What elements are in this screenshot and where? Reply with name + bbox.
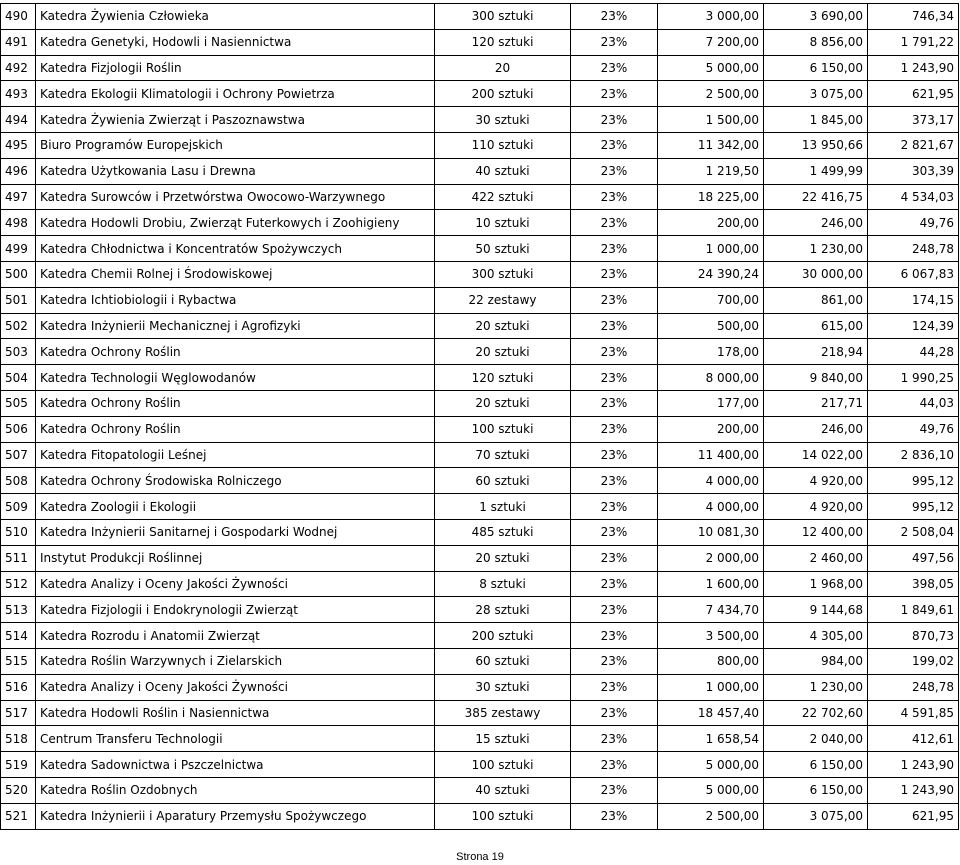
vat-rate-cell: 23%: [571, 81, 658, 107]
vat-rate-cell: 23%: [571, 339, 658, 365]
row-number-cell: 497: [1, 184, 36, 210]
row-number-cell: 499: [1, 236, 36, 262]
table-row: [1, 287, 959, 313]
row-number-cell: 517: [1, 700, 36, 726]
document-page: [0, 3, 958, 830]
row-number-cell: 511: [1, 545, 36, 571]
department-name-cell: Katedra Zoologii i Ekologii: [36, 494, 435, 520]
net-amount-cell: 5 000,00: [658, 55, 764, 81]
vat-rate-cell: 23%: [571, 597, 658, 623]
quantity-cell: 15 sztuki: [435, 726, 571, 752]
vat-rate-cell: 23%: [571, 4, 658, 30]
vat-amount-cell: 49,76: [868, 416, 959, 442]
net-amount-cell: 2 500,00: [658, 81, 764, 107]
vat-rate-cell: 23%: [571, 236, 658, 262]
table-row: [1, 777, 959, 803]
gross-amount-cell: 2 040,00: [764, 726, 868, 752]
net-amount-cell: 8 000,00: [658, 365, 764, 391]
vat-amount-cell: 199,02: [868, 648, 959, 674]
gross-amount-cell: 1 499,99: [764, 158, 868, 184]
net-amount-cell: 18 457,40: [658, 700, 764, 726]
vat-rate-cell: 23%: [571, 184, 658, 210]
table-row: [1, 365, 959, 391]
table-row: [1, 700, 959, 726]
vat-amount-cell: 995,12: [868, 494, 959, 520]
table-row: [1, 648, 959, 674]
table-row: [1, 261, 959, 287]
department-name-cell: Katedra Użytkowania Lasu i Drewna: [36, 158, 435, 184]
row-number-cell: 501: [1, 287, 36, 313]
row-number-cell: 515: [1, 648, 36, 674]
gross-amount-cell: 246,00: [764, 416, 868, 442]
row-number-cell: 508: [1, 468, 36, 494]
gross-amount-cell: 1 230,00: [764, 236, 868, 262]
table-row: [1, 416, 959, 442]
net-amount-cell: 1 500,00: [658, 107, 764, 133]
vat-amount-cell: 746,34: [868, 4, 959, 30]
department-name-cell: Katedra Fizjologii Roślin: [36, 55, 435, 81]
gross-amount-cell: 217,71: [764, 390, 868, 416]
department-name-cell: Katedra Inżynierii Mechanicznej i Agrofizyki: [36, 313, 435, 339]
gross-amount-cell: 30 000,00: [764, 261, 868, 287]
department-name-cell: Katedra Inżynierii i Aparatury Przemysłu Spożywczego: [36, 803, 435, 829]
vat-rate-cell: 23%: [571, 55, 658, 81]
quantity-cell: 200 sztuki: [435, 623, 571, 649]
gross-amount-cell: 6 150,00: [764, 777, 868, 803]
table-body: [1, 4, 959, 830]
table-row: [1, 107, 959, 133]
vat-rate-cell: 23%: [571, 158, 658, 184]
department-name-cell: Katedra Fizjologii i Endokrynologii Zwierząt: [36, 597, 435, 623]
department-name-cell: Katedra Ekologii Klimatologii i Ochrony Powietrza: [36, 81, 435, 107]
vat-rate-cell: 23%: [571, 545, 658, 571]
quantity-cell: 28 sztuki: [435, 597, 571, 623]
department-name-cell: Katedra Żywienia Zwierząt i Paszoznawstwa: [36, 107, 435, 133]
quantity-cell: 110 sztuki: [435, 132, 571, 158]
quantity-cell: 60 sztuki: [435, 648, 571, 674]
net-amount-cell: 800,00: [658, 648, 764, 674]
department-name-cell: Katedra Ochrony Roślin: [36, 339, 435, 365]
vat-rate-cell: 23%: [571, 287, 658, 313]
row-number-cell: 512: [1, 571, 36, 597]
table-row: [1, 313, 959, 339]
table-row: [1, 442, 959, 468]
department-name-cell: Katedra Hodowli Drobiu, Zwierząt Futerkowych i Zoohigieny: [36, 210, 435, 236]
vat-rate-cell: 23%: [571, 261, 658, 287]
vat-rate-cell: 23%: [571, 494, 658, 520]
quantity-cell: 300 sztuki: [435, 261, 571, 287]
quantity-cell: 20 sztuki: [435, 390, 571, 416]
net-amount-cell: 178,00: [658, 339, 764, 365]
net-amount-cell: 3 500,00: [658, 623, 764, 649]
net-amount-cell: 7 200,00: [658, 29, 764, 55]
page-number: Strona 19: [456, 851, 504, 863]
vat-rate-cell: 23%: [571, 648, 658, 674]
department-name-cell: Katedra Rozrodu i Anatomii Zwierząt: [36, 623, 435, 649]
quantity-cell: 385 zestawy: [435, 700, 571, 726]
vat-rate-cell: 23%: [571, 390, 658, 416]
net-amount-cell: 700,00: [658, 287, 764, 313]
row-number-cell: 491: [1, 29, 36, 55]
row-number-cell: 516: [1, 674, 36, 700]
vat-rate-cell: 23%: [571, 29, 658, 55]
row-number-cell: 492: [1, 55, 36, 81]
department-name-cell: Centrum Transferu Technologii: [36, 726, 435, 752]
table-row: [1, 158, 959, 184]
department-name-cell: Katedra Chemii Rolnej i Środowiskowej: [36, 261, 435, 287]
quantity-cell: 60 sztuki: [435, 468, 571, 494]
vat-rate-cell: 23%: [571, 442, 658, 468]
table-row: [1, 4, 959, 30]
quantity-cell: 1 sztuki: [435, 494, 571, 520]
row-number-cell: 504: [1, 365, 36, 391]
quantity-cell: 100 sztuki: [435, 416, 571, 442]
gross-amount-cell: 1 845,00: [764, 107, 868, 133]
net-amount-cell: 500,00: [658, 313, 764, 339]
net-amount-cell: 1 000,00: [658, 674, 764, 700]
quantity-cell: 70 sztuki: [435, 442, 571, 468]
quantity-cell: 100 sztuki: [435, 803, 571, 829]
vat-amount-cell: 412,61: [868, 726, 959, 752]
net-amount-cell: 200,00: [658, 416, 764, 442]
table-row: [1, 674, 959, 700]
table-row: [1, 726, 959, 752]
gross-amount-cell: 1 968,00: [764, 571, 868, 597]
row-number-cell: 518: [1, 726, 36, 752]
quantity-cell: 120 sztuki: [435, 29, 571, 55]
department-name-cell: Katedra Roślin Ozdobnych: [36, 777, 435, 803]
page-footer: [0, 851, 960, 863]
vat-amount-cell: 621,95: [868, 803, 959, 829]
vat-amount-cell: 174,15: [868, 287, 959, 313]
row-number-cell: 519: [1, 752, 36, 778]
table-row: [1, 571, 959, 597]
gross-amount-cell: 984,00: [764, 648, 868, 674]
net-amount-cell: 177,00: [658, 390, 764, 416]
vat-amount-cell: 870,73: [868, 623, 959, 649]
department-name-cell: Katedra Ochrony Roślin: [36, 416, 435, 442]
net-amount-cell: 4 000,00: [658, 468, 764, 494]
quantity-cell: 300 sztuki: [435, 4, 571, 30]
table-row: [1, 390, 959, 416]
table-row: [1, 184, 959, 210]
quantity-cell: 200 sztuki: [435, 81, 571, 107]
department-name-cell: Katedra Ochrony Środowiska Rolniczego: [36, 468, 435, 494]
net-amount-cell: 7 434,70: [658, 597, 764, 623]
vat-amount-cell: 49,76: [868, 210, 959, 236]
quantity-cell: 422 sztuki: [435, 184, 571, 210]
vat-rate-cell: 23%: [571, 623, 658, 649]
net-amount-cell: 1 658,54: [658, 726, 764, 752]
department-name-cell: Katedra Genetyki, Hodowli i Nasiennictwa: [36, 29, 435, 55]
department-name-cell: Katedra Hodowli Roślin i Nasiennictwa: [36, 700, 435, 726]
quantity-cell: 50 sztuki: [435, 236, 571, 262]
department-name-cell: Katedra Fitopatologii Leśnej: [36, 442, 435, 468]
net-amount-cell: 5 000,00: [658, 752, 764, 778]
vat-amount-cell: 1 990,25: [868, 365, 959, 391]
row-number-cell: 502: [1, 313, 36, 339]
row-number-cell: 520: [1, 777, 36, 803]
department-name-cell: Biuro Programów Europejskich: [36, 132, 435, 158]
vat-amount-cell: 124,39: [868, 313, 959, 339]
gross-amount-cell: 1 230,00: [764, 674, 868, 700]
row-number-cell: 506: [1, 416, 36, 442]
vat-amount-cell: 497,56: [868, 545, 959, 571]
vat-rate-cell: 23%: [571, 416, 658, 442]
department-name-cell: Katedra Sadownictwa i Pszczelnictwa: [36, 752, 435, 778]
row-number-cell: 496: [1, 158, 36, 184]
gross-amount-cell: 2 460,00: [764, 545, 868, 571]
quantity-cell: 485 sztuki: [435, 519, 571, 545]
vat-rate-cell: 23%: [571, 571, 658, 597]
vat-amount-cell: 303,39: [868, 158, 959, 184]
table-row: [1, 752, 959, 778]
gross-amount-cell: 3 075,00: [764, 803, 868, 829]
vat-amount-cell: 248,78: [868, 674, 959, 700]
vat-amount-cell: 4 534,03: [868, 184, 959, 210]
gross-amount-cell: 246,00: [764, 210, 868, 236]
department-name-cell: Katedra Roślin Warzywnych i Zielarskich: [36, 648, 435, 674]
row-number-cell: 521: [1, 803, 36, 829]
table-row: [1, 236, 959, 262]
quantity-cell: 8 sztuki: [435, 571, 571, 597]
gross-amount-cell: 9 144,68: [764, 597, 868, 623]
gross-amount-cell: 4 920,00: [764, 468, 868, 494]
row-number-cell: 495: [1, 132, 36, 158]
vat-rate-cell: 23%: [571, 752, 658, 778]
quantity-cell: 20 sztuki: [435, 313, 571, 339]
department-name-cell: Katedra Technologii Węglowodanów: [36, 365, 435, 391]
vat-amount-cell: 398,05: [868, 571, 959, 597]
vat-amount-cell: 2 508,04: [868, 519, 959, 545]
row-number-cell: 503: [1, 339, 36, 365]
net-amount-cell: 11 342,00: [658, 132, 764, 158]
row-number-cell: 510: [1, 519, 36, 545]
vat-amount-cell: 1 243,90: [868, 752, 959, 778]
net-amount-cell: 18 225,00: [658, 184, 764, 210]
vat-amount-cell: 2 821,67: [868, 132, 959, 158]
quantity-cell: 20 sztuki: [435, 339, 571, 365]
net-amount-cell: 4 000,00: [658, 494, 764, 520]
vat-rate-cell: 23%: [571, 726, 658, 752]
table-row: [1, 55, 959, 81]
gross-amount-cell: 8 856,00: [764, 29, 868, 55]
vat-rate-cell: 23%: [571, 210, 658, 236]
net-amount-cell: 5 000,00: [658, 777, 764, 803]
table-row: [1, 494, 959, 520]
vat-rate-cell: 23%: [571, 132, 658, 158]
quantity-cell: 40 sztuki: [435, 777, 571, 803]
gross-amount-cell: 12 400,00: [764, 519, 868, 545]
vat-rate-cell: 23%: [571, 107, 658, 133]
row-number-cell: 507: [1, 442, 36, 468]
vat-amount-cell: 4 591,85: [868, 700, 959, 726]
row-number-cell: 500: [1, 261, 36, 287]
row-number-cell: 494: [1, 107, 36, 133]
quantity-cell: 22 zestawy: [435, 287, 571, 313]
quantity-cell: 40 sztuki: [435, 158, 571, 184]
net-amount-cell: 24 390,24: [658, 261, 764, 287]
table-row: [1, 132, 959, 158]
vat-amount-cell: 621,95: [868, 81, 959, 107]
vat-amount-cell: 1 791,22: [868, 29, 959, 55]
gross-amount-cell: 218,94: [764, 339, 868, 365]
row-number-cell: 493: [1, 81, 36, 107]
gross-amount-cell: 4 920,00: [764, 494, 868, 520]
department-name-cell: Katedra Surowców i Przetwórstwa Owocowo-Warzywnego: [36, 184, 435, 210]
net-amount-cell: 2 000,00: [658, 545, 764, 571]
net-amount-cell: 1 000,00: [658, 236, 764, 262]
quantity-cell: 120 sztuki: [435, 365, 571, 391]
net-amount-cell: 1 219,50: [658, 158, 764, 184]
quantity-cell: 20 sztuki: [435, 545, 571, 571]
quantity-cell: 30 sztuki: [435, 107, 571, 133]
row-number-cell: 490: [1, 4, 36, 30]
gross-amount-cell: 3 075,00: [764, 81, 868, 107]
vat-amount-cell: 1 243,90: [868, 55, 959, 81]
vat-amount-cell: 2 836,10: [868, 442, 959, 468]
row-number-cell: 514: [1, 623, 36, 649]
department-name-cell: Katedra Ichtiobiologii i Rybactwa: [36, 287, 435, 313]
gross-amount-cell: 3 690,00: [764, 4, 868, 30]
vat-rate-cell: 23%: [571, 468, 658, 494]
vat-amount-cell: 1 849,61: [868, 597, 959, 623]
quantity-cell: 100 sztuki: [435, 752, 571, 778]
gross-amount-cell: 6 150,00: [764, 55, 868, 81]
orders-table: [0, 3, 959, 830]
gross-amount-cell: 861,00: [764, 287, 868, 313]
net-amount-cell: 11 400,00: [658, 442, 764, 468]
net-amount-cell: 200,00: [658, 210, 764, 236]
table-row: [1, 210, 959, 236]
department-name-cell: Katedra Ochrony Roślin: [36, 390, 435, 416]
vat-rate-cell: 23%: [571, 313, 658, 339]
vat-rate-cell: 23%: [571, 700, 658, 726]
table-row: [1, 803, 959, 829]
gross-amount-cell: 13 950,66: [764, 132, 868, 158]
department-name-cell: Katedra Analizy i Oceny Jakości Żywności: [36, 571, 435, 597]
vat-rate-cell: 23%: [571, 674, 658, 700]
department-name-cell: Katedra Analizy i Oceny Jakości Żywności: [36, 674, 435, 700]
gross-amount-cell: 14 022,00: [764, 442, 868, 468]
quantity-cell: 10 sztuki: [435, 210, 571, 236]
row-number-cell: 509: [1, 494, 36, 520]
table-row: [1, 81, 959, 107]
department-name-cell: Katedra Żywienia Człowieka: [36, 4, 435, 30]
vat-amount-cell: 373,17: [868, 107, 959, 133]
vat-amount-cell: 995,12: [868, 468, 959, 494]
vat-rate-cell: 23%: [571, 365, 658, 391]
table-row: [1, 597, 959, 623]
vat-amount-cell: 44,03: [868, 390, 959, 416]
table-row: [1, 339, 959, 365]
gross-amount-cell: 6 150,00: [764, 752, 868, 778]
table-row: [1, 29, 959, 55]
vat-amount-cell: 44,28: [868, 339, 959, 365]
table-row: [1, 468, 959, 494]
net-amount-cell: 3 000,00: [658, 4, 764, 30]
vat-rate-cell: 23%: [571, 803, 658, 829]
vat-amount-cell: 1 243,90: [868, 777, 959, 803]
vat-amount-cell: 6 067,83: [868, 261, 959, 287]
gross-amount-cell: 9 840,00: [764, 365, 868, 391]
net-amount-cell: 2 500,00: [658, 803, 764, 829]
row-number-cell: 513: [1, 597, 36, 623]
vat-rate-cell: 23%: [571, 777, 658, 803]
net-amount-cell: 10 081,30: [658, 519, 764, 545]
gross-amount-cell: 22 702,60: [764, 700, 868, 726]
department-name-cell: Katedra Chłodnictwa i Koncentratów Spożywczych: [36, 236, 435, 262]
table-row: [1, 519, 959, 545]
gross-amount-cell: 615,00: [764, 313, 868, 339]
quantity-cell: 20: [435, 55, 571, 81]
department-name-cell: Instytut Produkcji Roślinnej: [36, 545, 435, 571]
vat-rate-cell: 23%: [571, 519, 658, 545]
row-number-cell: 505: [1, 390, 36, 416]
department-name-cell: Katedra Inżynierii Sanitarnej i Gospodarki Wodnej: [36, 519, 435, 545]
gross-amount-cell: 22 416,75: [764, 184, 868, 210]
gross-amount-cell: 4 305,00: [764, 623, 868, 649]
table-row: [1, 545, 959, 571]
vat-amount-cell: 248,78: [868, 236, 959, 262]
net-amount-cell: 1 600,00: [658, 571, 764, 597]
table-row: [1, 623, 959, 649]
row-number-cell: 498: [1, 210, 36, 236]
quantity-cell: 30 sztuki: [435, 674, 571, 700]
